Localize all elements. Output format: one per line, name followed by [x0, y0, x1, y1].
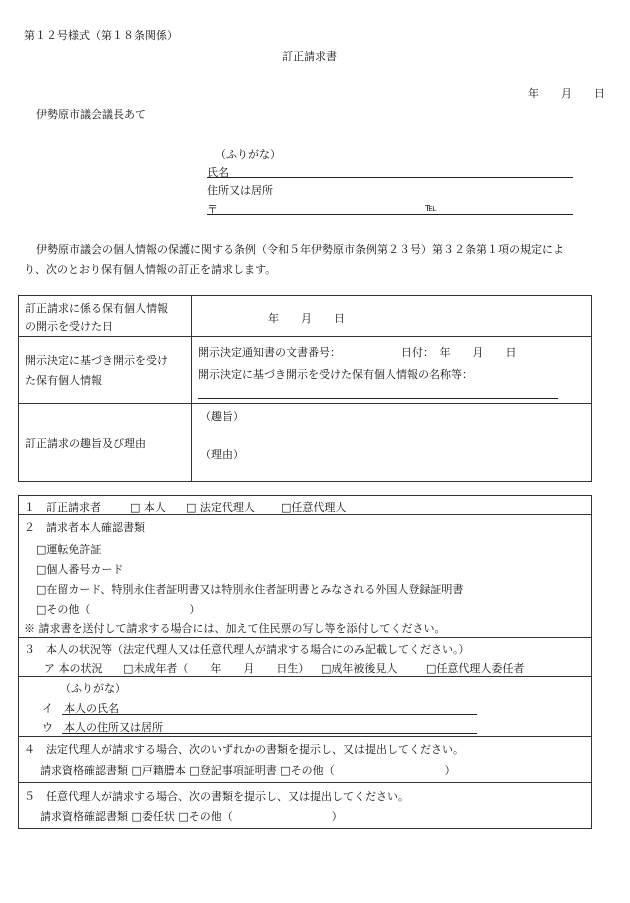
principal-status-label: ア 本の状況 [44, 662, 103, 675]
row3-label: 訂正請求の趣旨及び理由 [25, 437, 146, 450]
intro-line-2: り、次のとおり保有個人情報の訂正を請求します。 [24, 263, 277, 276]
row-divider [18, 336, 592, 337]
checkbox-adult-ward[interactable]: □成年被後見人 [321, 662, 398, 675]
principal-name-label: イ 本人の氏名 [42, 702, 119, 715]
voluntary-agent-docs[interactable]: 請求資格確認書類 □委任状 □その他（ ） [40, 810, 343, 823]
intro-line-1: 伊勢原市議会の個人情報の保護に関する条例（令和５年伊勢原市条例第２３号）第３２条第１項の規定によ [36, 243, 564, 256]
principal-name-line[interactable] [62, 714, 477, 715]
principal-status-title: ３ 本人の状況等（法定代理人又は任意代理人が請求する場合にのみ記載してください。） [24, 643, 470, 656]
checkbox-legal-agent[interactable]: □ 法定代理人 [186, 501, 255, 514]
postal-mark: 〒 [207, 203, 218, 216]
checkbox-voluntary-agent[interactable]: □任意代理人 [281, 501, 347, 514]
form-title: 訂正請求書 [282, 50, 337, 63]
form-number: 第１２号様式（第１８条関係） [24, 29, 178, 42]
applicant-name-line[interactable] [207, 177, 573, 178]
applicant-address-label: 住所又は居所 [207, 184, 273, 197]
row2-label-2: た保有個人情報 [25, 374, 102, 387]
row2-date[interactable]: 日付： 年 月 日 [401, 346, 517, 359]
row2-entry-line[interactable] [198, 398, 558, 399]
mail-note: ※ 請求書を送付して請求する場合には、加えて住民票の写し等を添付してください。 [24, 622, 446, 635]
row-divider [18, 676, 592, 677]
id-docs-title: ２ 請求者本人確認書類 [24, 521, 145, 534]
principal-furigana: （ふりがな） [60, 682, 126, 695]
principal-address-line[interactable] [62, 733, 477, 734]
principal-address-label: ウ 本人の住所又は居所 [42, 721, 163, 734]
checkbox-principal-delegator[interactable]: □任意代理人委任者 [426, 662, 525, 675]
addressee: 伊勢原市議会議長あて [36, 108, 146, 121]
legal-agent-title: ４ 法定代理人が請求する場合、次のいずれかの書類を提示し、又は提出してください。 [24, 743, 464, 756]
legal-agent-docs[interactable]: 請求資格確認書類 □戸籍謄本 □登記事項証明書 □その他（ ） [40, 764, 456, 777]
applicant-furigana: （ふりがな） [215, 148, 281, 161]
applicant-address-line[interactable] [207, 214, 573, 215]
checkbox-my-number-card[interactable]: □個人番号カード [36, 563, 124, 576]
checkbox-minor[interactable]: □未成年者（ 年 月 日生） [123, 662, 310, 675]
table-divider [191, 295, 192, 482]
row2-doc-number[interactable]: 開示決定通知書の文書番号： [198, 346, 341, 359]
row1-label-2: の開示を受けた日 [25, 320, 113, 333]
requester-label: １ 訂正請求者 [24, 501, 101, 514]
row2-info-name[interactable]: 開示決定に基づき開示を受けた保有個人情報の名称等： [198, 368, 473, 381]
row-divider [18, 782, 592, 783]
row1-label-1: 訂正請求に係る保有個人情報 [25, 302, 168, 315]
voluntary-agent-title: ５ 任意代理人が請求する場合、次の書類を提示し、又は提出してください。 [24, 790, 409, 803]
tel-mark: ℡ [425, 201, 437, 214]
applicant-name-label: 氏名 [207, 166, 229, 179]
row1-date-value[interactable]: 年 月 日 [268, 312, 345, 325]
checkbox-drivers-license[interactable]: □運転免許証 [36, 543, 102, 556]
row3-gist[interactable]: （趣旨） [200, 410, 244, 423]
row-divider [18, 736, 592, 737]
checkbox-self[interactable]: □ 本人 [130, 501, 166, 514]
row-divider [18, 637, 592, 638]
checkbox-residence-card[interactable]: □在留カード、特別永住者証明書又は特別永住者証明書とみなされる外国人登録証明書 [36, 583, 464, 596]
row2-label-1: 開示決定に基づき開示を受け [25, 354, 168, 367]
row3-reason[interactable]: （理由） [200, 448, 244, 461]
row-divider [18, 403, 592, 404]
checkbox-other-id[interactable]: □その他（ ） [36, 603, 201, 616]
date-line: 年 月 日 [528, 87, 605, 100]
